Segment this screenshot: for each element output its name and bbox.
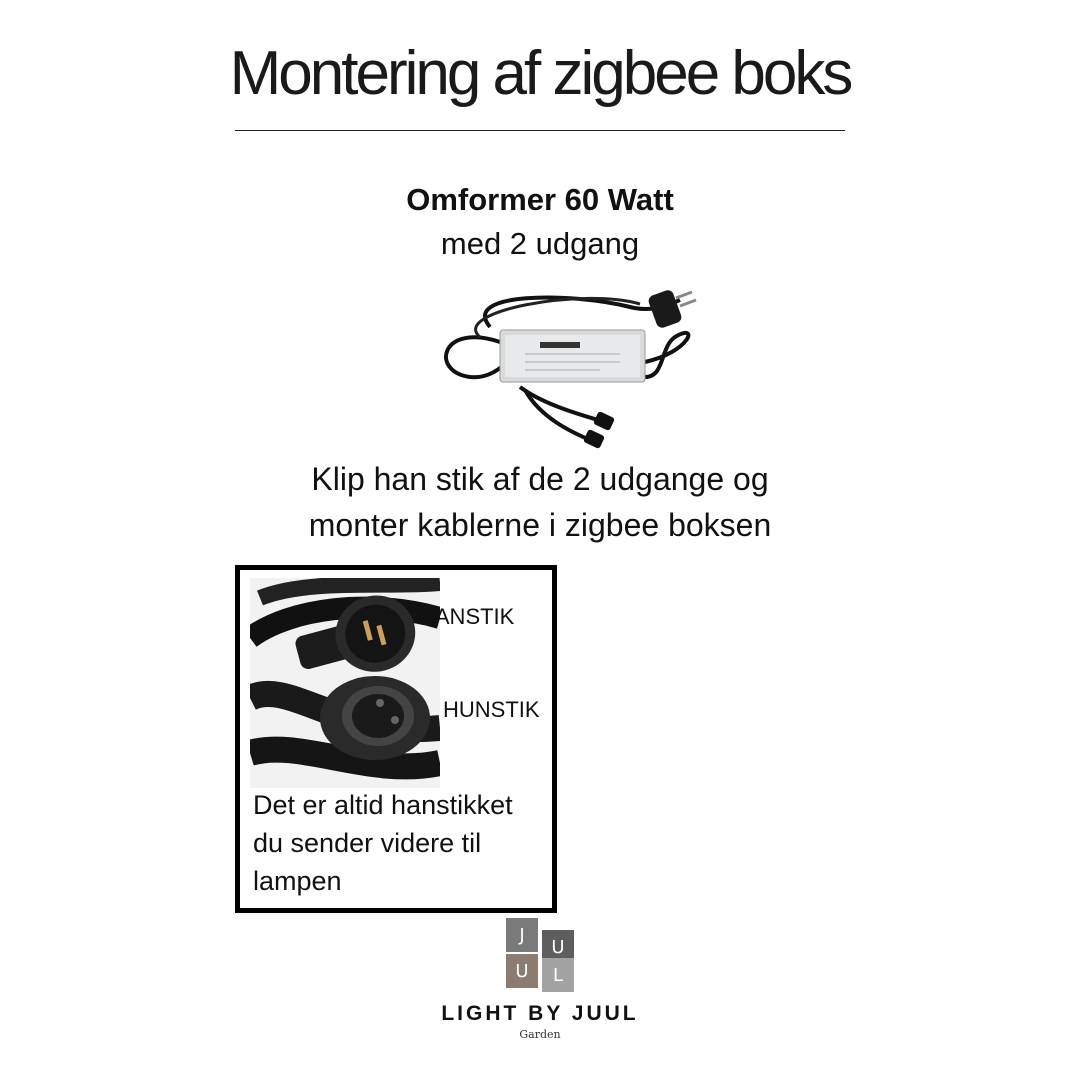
page-title: Montering af zigbee boks xyxy=(229,39,851,108)
connector-image xyxy=(250,578,440,788)
logo-tile: U xyxy=(506,954,538,988)
product-subtitle: med 2 udgang xyxy=(440,226,640,261)
female-connector-label: HUNSTIK xyxy=(443,697,540,722)
connector-note-line: Det er altid hanstikket xyxy=(253,790,513,820)
instruction-line: monter kablerne i zigbee boksen xyxy=(308,507,772,543)
instruction-line: Klip han stik af de 2 udgange og xyxy=(311,461,769,497)
title-divider xyxy=(235,130,845,131)
connector-note-line: du sender videre til xyxy=(253,828,482,858)
brand-logo xyxy=(506,918,574,992)
power-supply-image xyxy=(430,282,700,452)
male-connector-label: HANSTIK xyxy=(419,604,515,629)
instruction-text xyxy=(0,456,1080,548)
brand-subtitle: Garden xyxy=(519,1028,561,1041)
brand-name: LIGHT BY JUUL xyxy=(441,1002,639,1025)
connector-note-line: lampen xyxy=(253,866,342,896)
product-name: Omformer 60 Watt xyxy=(406,182,674,217)
logo-tile: L xyxy=(542,958,574,992)
logo-tile: U xyxy=(542,930,574,964)
logo-tile: J xyxy=(506,918,538,952)
connector-note xyxy=(253,786,543,900)
